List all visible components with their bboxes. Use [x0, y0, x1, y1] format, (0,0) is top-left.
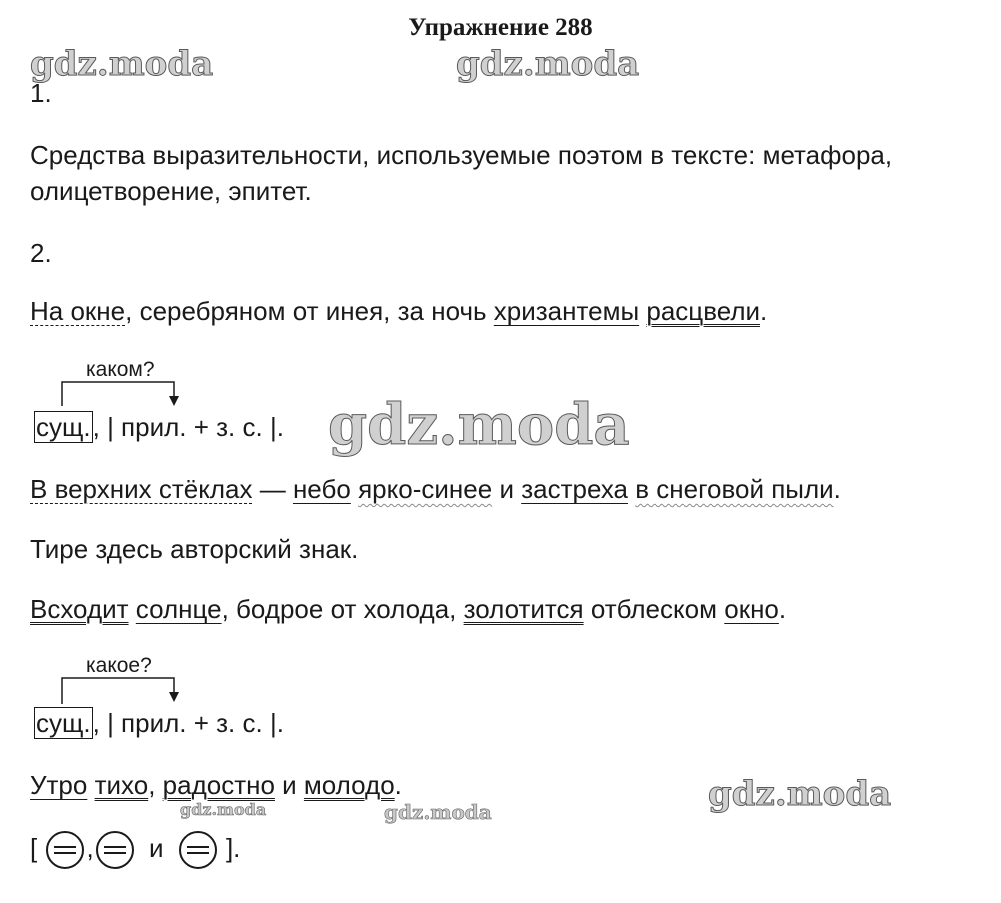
sentence-text: .: [833, 474, 841, 504]
conjunction: и: [148, 833, 164, 863]
page-title: Упражнение 288: [408, 14, 593, 41]
subject-sun: солнце: [135, 594, 222, 624]
watermark: gdz.moda: [384, 800, 492, 824]
paragraph-line: Средства выразительности, используемые поэтом в тексте: метафора,: [30, 140, 893, 170]
comma: ,: [86, 833, 94, 863]
predicate-gilds: золотится: [463, 594, 584, 624]
sentence-text: .: [394, 770, 402, 800]
scheme-question: какое?: [86, 654, 152, 677]
section-number: 2.: [30, 238, 52, 268]
adverbial-upper-glass: В верхних стёклах: [30, 474, 253, 504]
predicate-young: молодо: [303, 770, 395, 800]
note-text: Тире здесь авторский знак.: [30, 534, 359, 564]
attribute-bright-blue: ярко-синее: [358, 474, 493, 504]
predicate-quiet: тихо: [94, 770, 149, 800]
sentence-text: , серебряном от инея, за ночь: [125, 296, 494, 326]
sentence-text: —: [252, 474, 293, 504]
scheme-rest: , | прил. + з. с. |.: [92, 412, 284, 442]
scheme-question: каком?: [86, 358, 155, 381]
scheme-noun-box: сущ.: [36, 708, 91, 738]
predicate-rises: Всходит: [30, 594, 129, 624]
subject-window: окно: [724, 594, 779, 624]
subject-morning: Утро: [30, 770, 88, 800]
subject-chrysanthemums: хризантемы: [493, 296, 640, 326]
scheme-arrow-2: [62, 678, 179, 704]
watermark: gdz.moda: [180, 800, 267, 819]
paragraph-line: олицетворение, эпитет.: [30, 176, 312, 206]
scheme-noun-box: сущ.: [36, 412, 91, 442]
section-number: 1.: [30, 78, 52, 108]
scheme-rest: , | прил. + з. с. |.: [92, 708, 284, 738]
watermark: gdz.moda: [328, 392, 630, 458]
sentence-text: отблеском: [583, 594, 725, 624]
predicate-joyful: радостно: [162, 770, 275, 800]
sentence-text: .: [760, 296, 768, 326]
attribute-snow-dust: в снеговой пыли: [635, 474, 834, 504]
sentence-text: ,: [148, 770, 163, 800]
watermark: gdz.moda: [456, 44, 640, 84]
scheme-arrow-1: [62, 382, 179, 406]
subject-eaves: застреха: [521, 474, 629, 504]
watermark: gdz.moda: [30, 44, 214, 84]
sentence-text: , бодрое от холода,: [221, 594, 464, 624]
adverbial-on-window: На окне: [30, 296, 126, 326]
predicate-bloomed: расцвели: [646, 296, 761, 326]
sentence-text: и: [492, 474, 522, 504]
sentence-text: .: [778, 594, 787, 624]
subject-sky: небо: [292, 474, 351, 504]
watermark: gdz.moda: [708, 774, 892, 814]
sentence-text: и: [274, 770, 304, 800]
bracket-close: ].: [225, 833, 241, 863]
bracket-open: [: [30, 833, 38, 863]
